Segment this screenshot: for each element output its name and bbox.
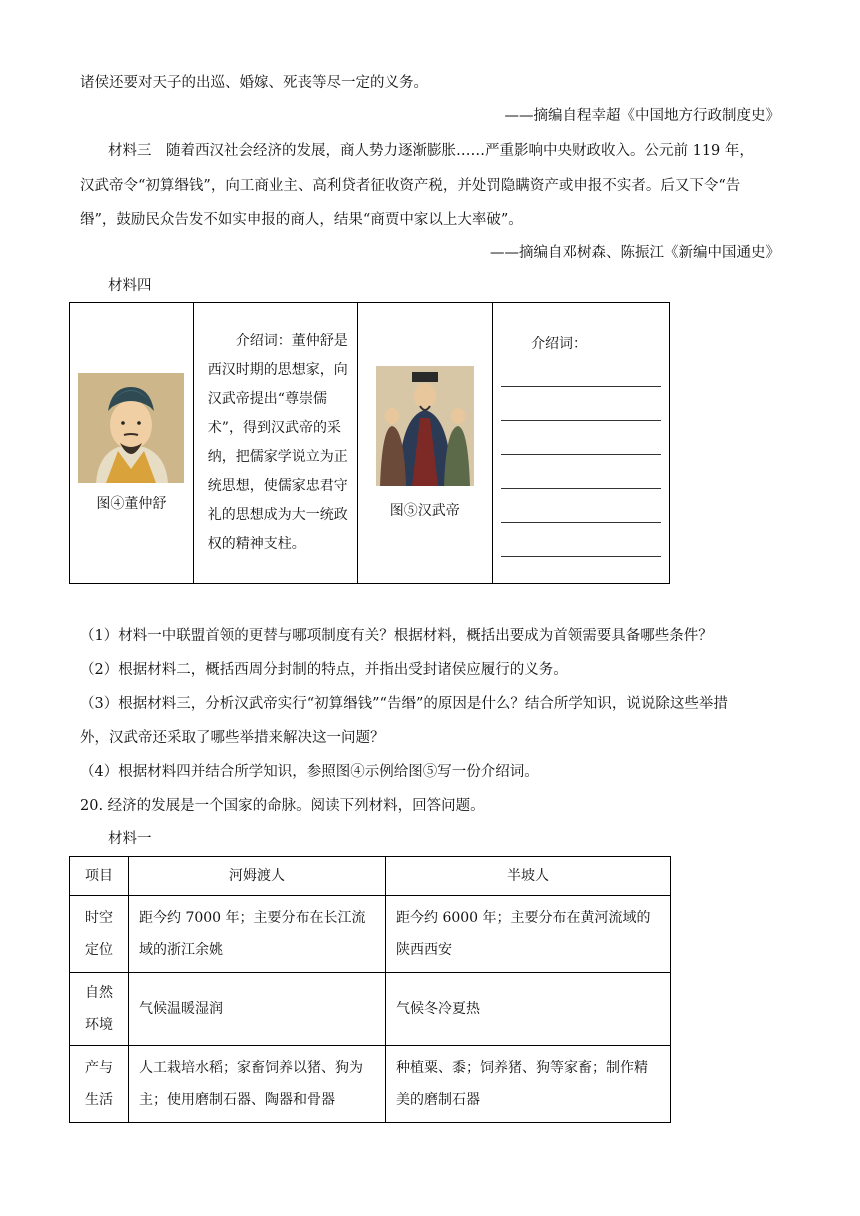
fig5-cell <box>357 303 493 584</box>
table-header: 河姆渡人 <box>129 857 386 896</box>
question-3-line-1: （3）根据材料三，分析汉武帝实行“初算缗钱”“告缗”的原因是什么？结合所学知识，说说除这些举措 <box>80 696 728 712</box>
table-cell: 气候冬冷夏热 <box>386 973 671 1046</box>
fig5-intro-label: 介绍词： <box>531 336 588 352</box>
question-4: （4）根据材料四并结合所学知识，参照图④示例给图⑤写一份介绍词。 <box>80 764 539 780</box>
fig4-intro-text: 介绍词：董仲舒是西汉时期的思想家，向汉武帝提出“尊崇儒术”，得到汉武帝的采纳，把儒家学说立为正统思想，使儒家忠君守礼的思想成为大一统政权的精神支柱。 <box>207 333 348 552</box>
table-cell: 种植粟、黍；饲养猪、狗等家畜；制作精美的磨制石器 <box>386 1046 671 1123</box>
dong-zhongshu-portrait <box>78 373 184 483</box>
source-citation-3: ——摘编自邓树森、陈振江《新编中国通史》 <box>490 245 780 261</box>
fig4-cell <box>70 303 194 584</box>
source-citation-2: ——摘编自程幸超《中国地方行政制度史》 <box>504 108 780 124</box>
answer-blank-line[interactable] <box>501 353 661 387</box>
question-3-line-2: 外，汉武帝还采取了哪些举措来解决这一问题？ <box>80 730 385 746</box>
table-cell: 气候温暖湿润 <box>129 973 386 1046</box>
answer-blank-line[interactable] <box>501 455 661 489</box>
q20-material1-label: 材料一 <box>108 831 152 847</box>
han-wudi-portrait <box>376 366 474 486</box>
question-1: （1）材料一中联盟首领的更替与哪项制度有关？根据材料，概括出要成为首领需要具备哪些条件？ <box>80 628 713 644</box>
material4-table <box>69 302 670 584</box>
table-cell: 时空定位 <box>70 896 129 973</box>
text-line-obligations: 诸侯还要对天子的出巡、婚嫁、死丧等尽一定的义务。 <box>80 75 428 91</box>
table-header: 项目 <box>70 857 129 896</box>
answer-blank-line[interactable] <box>501 387 661 421</box>
table-row <box>70 1046 671 1123</box>
question-2: （2）根据材料二，概括西周分封制的特点，并指出受封诸侯应履行的义务。 <box>80 662 568 678</box>
table-cell: 距今约 7000 年；主要分布在长江流域的浙江余姚 <box>129 896 386 973</box>
material1-table <box>69 856 671 1123</box>
material3-line-1: 材料三 随着西汉社会经济的发展，商人势力逐渐膨胀……严重影响中央财政收入。公元前 119 年， <box>108 143 754 159</box>
fig4-intro-cell <box>193 303 357 584</box>
material3-line-2: 汉武帝令“初算缗钱”，向工商业主、高利贷者征收资产税，并处罚隐瞒资产或申报不实者。后又下令“告 <box>80 178 741 194</box>
fig4-caption: 图④董仲舒 <box>96 496 167 512</box>
table-row <box>70 973 671 1046</box>
material4-label: 材料四 <box>108 278 152 294</box>
question-20-title: 20. 经济的发展是一个国家的命脉。阅读下列材料，回答问题。 <box>80 798 485 814</box>
table-header: 半坡人 <box>386 857 671 896</box>
table-row <box>70 896 671 973</box>
answer-blank-line[interactable] <box>501 489 661 523</box>
table-cell: 人工栽培水稻；家畜饲养以猪、狗为主；使用磨制石器、陶器和骨器 <box>129 1046 386 1123</box>
fig5-intro-cell <box>493 303 670 584</box>
answer-blank-line[interactable] <box>501 523 661 557</box>
table-cell: 距今约 6000 年；主要分布在黄河流域的陕西西安 <box>386 896 671 973</box>
table-cell: 产与生活 <box>70 1046 129 1123</box>
fig5-caption: 图⑤汉武帝 <box>389 503 460 519</box>
answer-blank-line[interactable] <box>501 421 661 455</box>
table-cell: 自然环境 <box>70 973 129 1046</box>
material3-line-3: 缗”，鼓励民众告发不如实申报的商人，结果“商贾中家以上大率破”。 <box>80 212 523 228</box>
